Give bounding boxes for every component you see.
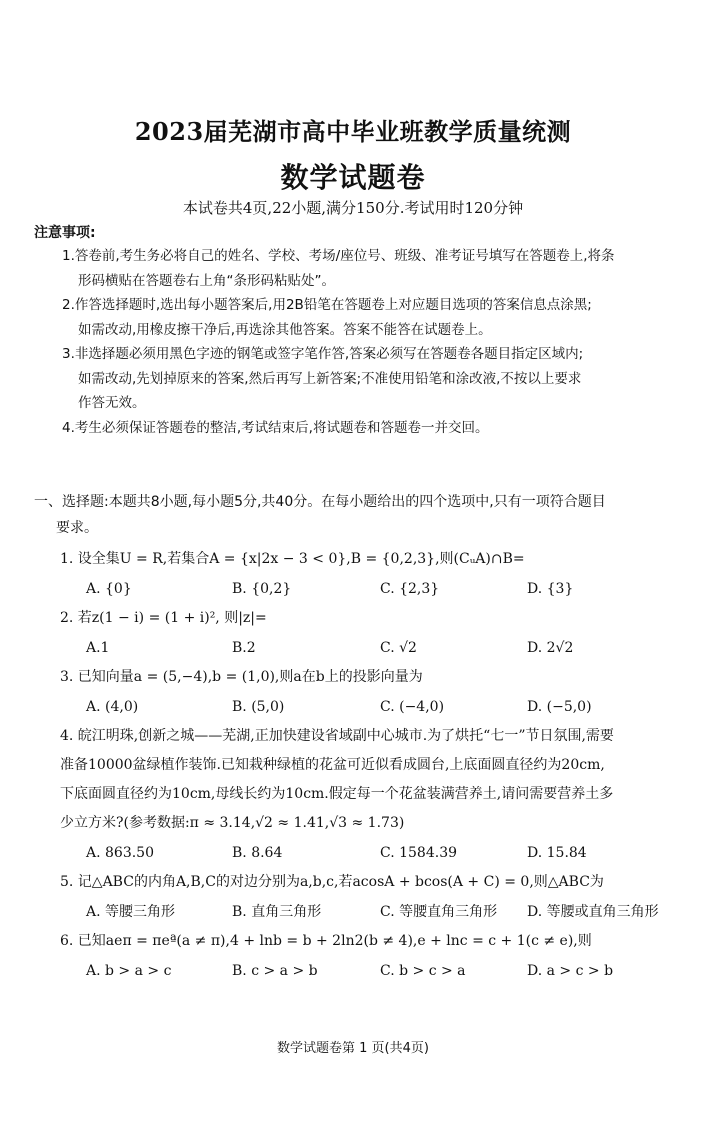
option-d: D. 2√2 <box>527 640 574 656</box>
option-b: B. (5,0) <box>232 699 285 715</box>
question-stem: 准备10000盆绿植作装饰.已知栽种绿植的花盆可近似看成圆台,上底面圆直径约为20cm, <box>60 757 605 773</box>
notice-list <box>62 244 682 440</box>
option-row <box>60 692 690 722</box>
question-3 <box>60 663 690 722</box>
question-stem: 少立方米?(参考数据:π ≈ 3.14,√2 ≈ 1.41,√3 ≈ 1.73) <box>60 815 405 831</box>
option-d: D. (−5,0) <box>527 699 592 715</box>
option-b: B.2 <box>232 640 256 656</box>
question-4 <box>60 722 690 868</box>
notice-line: 4.考生必须保证答题卷的整洁,考试结束后,将试题卷和答题卷一并交回。 <box>62 419 489 436</box>
question-stem: 4. 皖江明珠,创新之城——芜湖,正加快建设省域副中心城市.为了烘托“七一”节日氛围,需要 <box>60 728 614 744</box>
notice-heading: 注意事项: <box>34 225 96 241</box>
question-5 <box>60 868 690 927</box>
option-row <box>60 956 690 986</box>
question-stem: 1. 设全集U = R,若集合A = {x|2x − 3 < 0},B = {0,2,3},则(CᵤA)∩B= <box>60 551 525 567</box>
notice-line: 2.作答选择题时,选出每小题答案后,用2B铅笔在答题卷上对应题目选项的答案信息点涂黑; <box>62 297 592 313</box>
notice-item <box>62 293 682 342</box>
question-stem: 3. 已知向量a = (5,−4),b = (1,0),则a在b上的投影向量为 <box>60 669 423 685</box>
option-b: B. 直角三角形 <box>232 904 322 920</box>
option-c: C. (−4,0) <box>380 699 445 715</box>
option-d: D. {3} <box>527 581 574 597</box>
section-heading <box>34 489 684 541</box>
option-b: B. c > a > b <box>232 963 318 979</box>
notice-line: 形码横贴在答题卷右上角“条形码粘贴处”。 <box>78 272 335 289</box>
option-d: D. 15.84 <box>527 845 587 861</box>
question-stem: 下底面圆直径约为10cm,母线长约为10cm.假定每一个花盆装满营养土,请问需要营养土多 <box>60 786 614 802</box>
exam-subtitle: 本试卷共4页,22小题,满分150分.考试用时120分钟 <box>182 199 524 217</box>
option-a: A. (4,0) <box>86 699 139 715</box>
paper-title: 数学试题卷 <box>280 161 426 194</box>
notice-line: 如需改动,用橡皮擦干净后,再选涂其他答案。答案不能答在试题卷上。 <box>78 321 492 338</box>
option-a: A. 863.50 <box>86 845 154 861</box>
notice-item <box>62 342 682 416</box>
option-c: C. {2,3} <box>380 581 440 597</box>
option-c: C. √2 <box>380 640 417 656</box>
notice-line: 1.答卷前,考生务必将自己的姓名、学校、考场/座位号、班级、准考证号填写在答题卷上,将条 <box>62 248 615 264</box>
option-c: C. 1584.39 <box>380 845 458 861</box>
option-row <box>60 897 690 927</box>
question-1 <box>60 545 690 604</box>
option-b: B. {0,2} <box>232 581 292 597</box>
option-a: A. b > a > c <box>86 963 172 979</box>
section-heading-line: 要求。 <box>56 520 98 536</box>
question-stem: 2. 若z(1 − i) = (1 + i)², 则|z|= <box>60 610 267 626</box>
option-row <box>60 574 690 604</box>
section-heading-line: 一、选择题:本题共8小题,每小题5分,共40分。在每小题给出的四个选项中,只有一项符合题目 <box>34 494 606 510</box>
option-c: C. b > c > a <box>380 963 466 979</box>
question-stem: 6. 已知aeπ = πeª(a ≠ π),4 + lnb = b + 2ln2(b ≠ 4),e + lnc = c + 1(c ≠ e),则 <box>60 933 592 949</box>
option-a: A. {0} <box>86 581 132 597</box>
exam-title: 2023届芜湖市高中毕业班教学质量统测 <box>134 117 572 146</box>
option-b: B. 8.64 <box>232 845 283 861</box>
option-d: D. a > c > b <box>527 963 614 979</box>
option-row <box>60 838 690 868</box>
notice-line: 如需改动,先划掉原来的答案,然后再写上新答案;不准使用铅笔和涂改液,不按以上要求 <box>78 370 582 387</box>
question-6 <box>60 927 690 986</box>
question-list <box>60 545 690 986</box>
option-row <box>60 633 690 663</box>
option-a: A.1 <box>86 640 110 656</box>
notice-item <box>62 416 682 441</box>
option-a: A. 等腰三角形 <box>86 904 176 920</box>
option-c: C. 等腰直角三角形 <box>380 904 498 920</box>
question-2 <box>60 604 690 663</box>
option-d: D. 等腰或直角三角形 <box>527 904 659 920</box>
notice-line: 3.非选择题必须用黑色字迹的钢笔或签字笔作答,答案必须写在答题卷各题目指定区域内; <box>62 346 584 362</box>
page-footer: 数学试题卷第 1 页(共4页) <box>277 1041 429 1056</box>
question-stem: 5. 记△ABC的内角A,B,C的对边分别为a,b,c,若acosA + bcos(A + C) = 0,则△ABC为 <box>60 874 604 890</box>
notice-item <box>62 244 682 293</box>
notice-line: 作答无效。 <box>78 395 146 411</box>
